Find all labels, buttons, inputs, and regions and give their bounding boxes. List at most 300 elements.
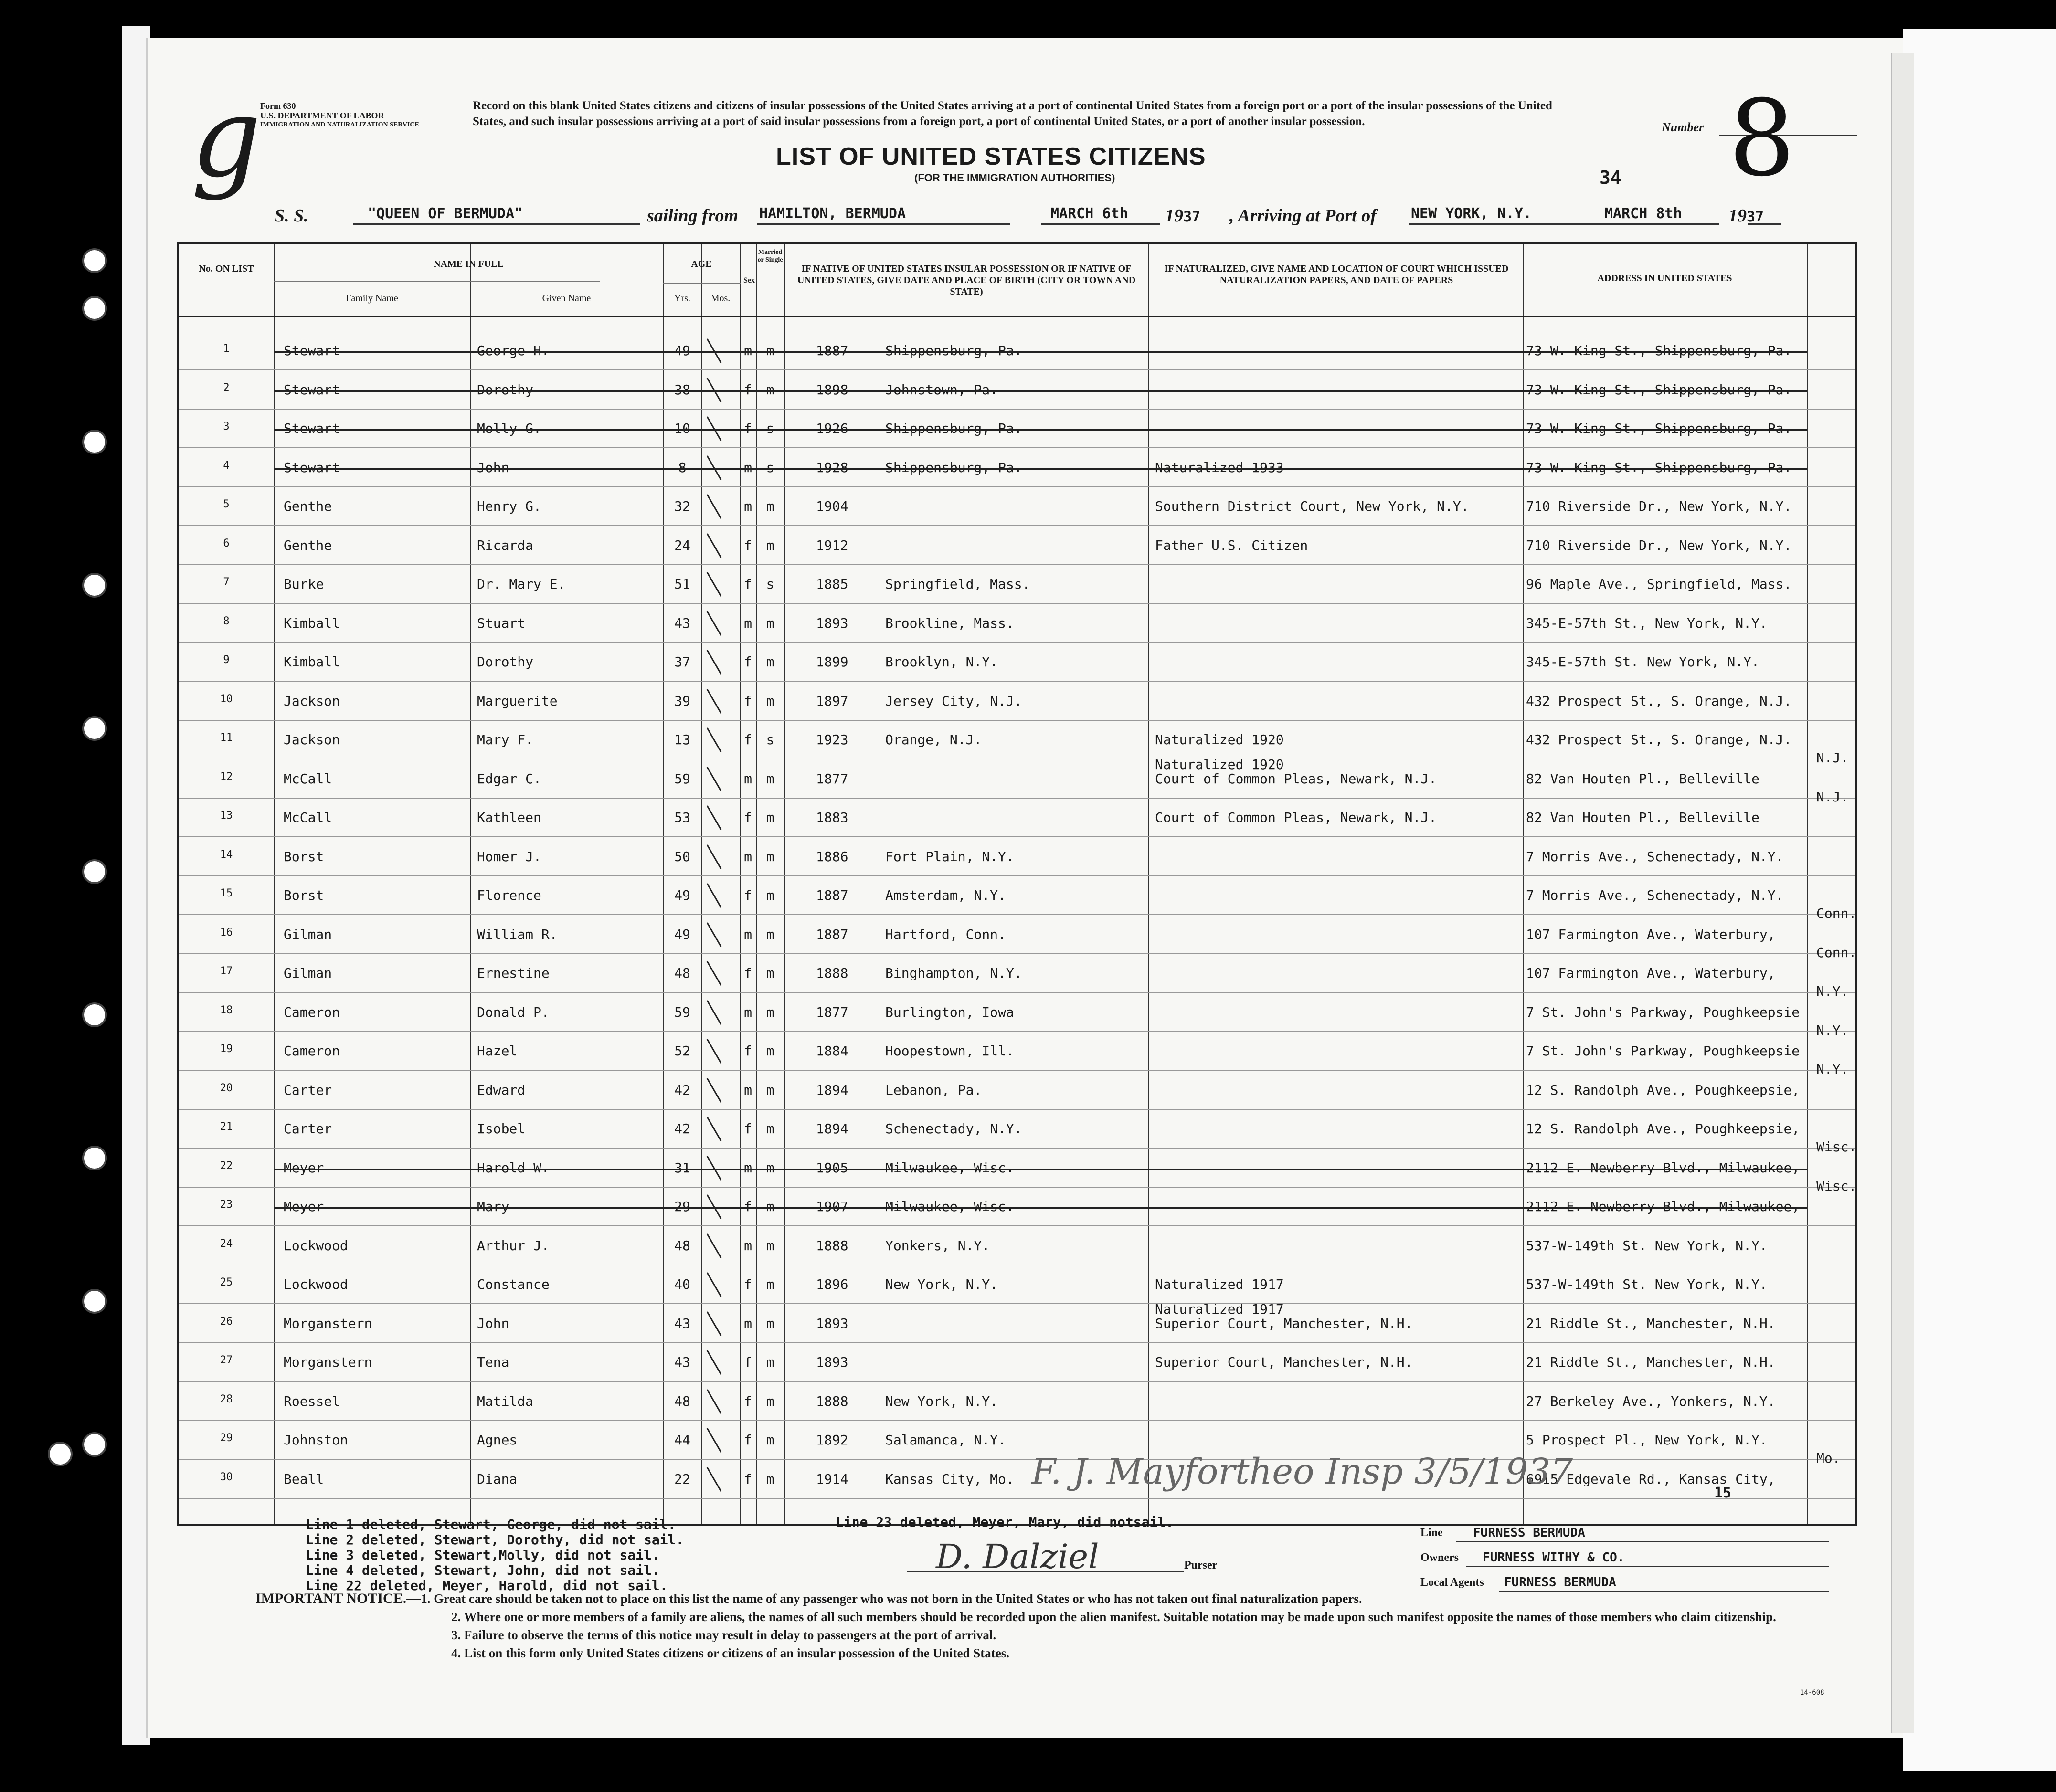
cell-addr-overflow: Conn. bbox=[1816, 944, 1857, 960]
cell-addr-overflow: N.J. bbox=[1816, 789, 1849, 805]
form-dept: U.S. DEPARTMENT OF LABOR bbox=[260, 111, 384, 120]
cell-sex: m bbox=[744, 770, 752, 787]
row-rule bbox=[179, 836, 1855, 837]
row-rule bbox=[179, 953, 1855, 954]
cell-age: 53 bbox=[674, 810, 690, 825]
cell-addr: 5 Prospect Pl., New York, N.Y. bbox=[1526, 1432, 1768, 1448]
cell-age: 49 bbox=[674, 926, 690, 942]
cell-no: 17 bbox=[220, 965, 233, 977]
check-mark bbox=[707, 494, 722, 519]
cell-year: 1893 bbox=[816, 615, 848, 631]
cell-no: 14 bbox=[220, 848, 233, 861]
notice-item: 1. Great care should be taken not to place on this list the name of any passenger who was not born in the United States or who has not taken out final naturalization papers. bbox=[421, 1592, 1362, 1606]
cell-addr-overflow: Wisc. bbox=[1816, 1178, 1857, 1194]
cell-ms: m bbox=[766, 887, 774, 903]
check-mark bbox=[707, 1272, 722, 1297]
purser-label: Purser bbox=[1184, 1559, 1218, 1571]
cell-place: Lebanon, Pa. bbox=[885, 1082, 982, 1098]
header-yrs: Yrs. bbox=[674, 293, 690, 304]
count-15: 15 bbox=[1714, 1485, 1732, 1501]
cell-nat: Court of Common Pleas, Newark, N.J. bbox=[1155, 770, 1437, 787]
cell-nat: Naturalized 1920 bbox=[1155, 732, 1284, 748]
cell-sex: f bbox=[744, 1432, 752, 1448]
cell-family: Gilman bbox=[284, 965, 332, 981]
row-rule bbox=[179, 1498, 1855, 1499]
cell-sex: m bbox=[744, 1160, 752, 1176]
cell-sex: f bbox=[744, 537, 752, 553]
cell-addr-overflow: Wisc. bbox=[1816, 1139, 1857, 1155]
cell-given: Mary bbox=[477, 1199, 509, 1214]
strike-through bbox=[274, 390, 1807, 392]
cell-ms: m bbox=[766, 1276, 774, 1292]
year-2: 1937 bbox=[1728, 206, 1764, 226]
handwritten-mark: g bbox=[191, 74, 262, 202]
cell-ms: m bbox=[766, 1315, 774, 1331]
underline bbox=[1041, 223, 1160, 225]
cell-family: Morganstern bbox=[284, 1315, 372, 1331]
cell-sex: f bbox=[744, 810, 752, 825]
check-mark bbox=[707, 1039, 722, 1064]
check-mark bbox=[707, 650, 722, 675]
cell-ms: m bbox=[766, 615, 774, 631]
cell-addr: 21 Riddle St., Manchester, N.H. bbox=[1526, 1354, 1776, 1370]
cell-addr: 537-W-149th St. New York, N.Y. bbox=[1526, 1276, 1768, 1292]
cell-year: 1896 bbox=[816, 1276, 848, 1292]
cell-sex: m bbox=[744, 1315, 752, 1331]
check-mark bbox=[707, 338, 722, 363]
cell-age: 10 bbox=[674, 421, 690, 436]
cell-year: 1897 bbox=[816, 693, 848, 709]
row-rule bbox=[179, 1459, 1855, 1460]
cell-addr: 7 St. John's Parkway, Poughkeepsie bbox=[1526, 1004, 1800, 1020]
row-rule bbox=[179, 798, 1855, 799]
cell-age: 42 bbox=[674, 1121, 690, 1137]
cell-nat: Superior Court, Manchester, N.H. bbox=[1155, 1354, 1413, 1370]
cell-addr: 710 Riverside Dr., New York, N.Y. bbox=[1526, 498, 1792, 514]
cell-place: Shippensburg, Pa. bbox=[885, 421, 1022, 436]
ship-name: "QUEEN OF BERMUDA" bbox=[368, 205, 523, 222]
cell-given: John bbox=[477, 459, 509, 475]
cell-no: 16 bbox=[220, 926, 233, 938]
check-mark bbox=[707, 455, 722, 480]
check-mark bbox=[707, 1117, 722, 1141]
cell-ms: m bbox=[766, 537, 774, 553]
binder-hole bbox=[82, 296, 107, 321]
cell-year: 1884 bbox=[816, 1043, 848, 1059]
cell-given: Constance bbox=[477, 1276, 550, 1292]
line-label: Line bbox=[1420, 1527, 1443, 1539]
page-subtitle: (FOR THE IMMIGRATION AUTHORITIES) bbox=[914, 172, 1115, 184]
row-rule bbox=[179, 681, 1855, 682]
cell-year: 1923 bbox=[816, 732, 848, 748]
cell-given: Edgar C. bbox=[477, 770, 541, 787]
check-mark bbox=[707, 1311, 722, 1336]
cell-family: Beall bbox=[284, 1471, 324, 1487]
cell-sex: m bbox=[744, 1004, 752, 1020]
cell-sex: m bbox=[744, 926, 752, 942]
header-no: No. ON LIST bbox=[199, 264, 254, 274]
purser-line bbox=[907, 1571, 1184, 1572]
header-age: AGE bbox=[691, 259, 712, 269]
cell-addr-overflow: N.J. bbox=[1816, 750, 1849, 766]
sailing-from: HAMILTON, BERMUDA bbox=[759, 205, 906, 222]
cell-ms: m bbox=[766, 1393, 774, 1409]
cell-ms: m bbox=[766, 1199, 774, 1214]
cell-addr: 27 Berkeley Ave., Yonkers, N.Y. bbox=[1526, 1393, 1776, 1409]
cell-age: 49 bbox=[674, 887, 690, 903]
cell-family: Borst bbox=[284, 887, 324, 903]
cell-family: Jackson bbox=[284, 732, 340, 748]
cell-no: 24 bbox=[220, 1237, 233, 1250]
row-rule bbox=[179, 992, 1855, 993]
cell-addr: 537-W-149th St. New York, N.Y. bbox=[1526, 1237, 1768, 1254]
cell-year: 1883 bbox=[816, 810, 848, 825]
cell-sex: m bbox=[744, 459, 752, 475]
cell-sex: f bbox=[744, 732, 752, 748]
cell-year: 1893 bbox=[816, 1354, 848, 1370]
cell-family: Lockwood bbox=[284, 1276, 348, 1292]
number-label: Number bbox=[1662, 120, 1704, 134]
cell-place: Kansas City, Mo. bbox=[885, 1471, 1014, 1487]
cell-sex: f bbox=[744, 1354, 752, 1370]
cell-given: Diana bbox=[477, 1471, 518, 1487]
cell-place: Hoopestown, Ill. bbox=[885, 1043, 1014, 1059]
cell-sex: f bbox=[744, 965, 752, 981]
arrival-port: NEW YORK, N.Y. bbox=[1411, 205, 1532, 222]
cell-sex: m bbox=[744, 615, 752, 631]
binder-hole bbox=[82, 1289, 107, 1314]
cell-ms: m bbox=[766, 498, 774, 514]
cell-nat: Naturalized 1917 bbox=[1155, 1276, 1284, 1292]
cell-place: Burlington, Iowa bbox=[885, 1004, 1014, 1020]
cell-no: 10 bbox=[220, 693, 233, 705]
cell-nat-extra: Naturalized 1920 bbox=[1155, 756, 1284, 772]
check-mark bbox=[707, 1233, 722, 1258]
row-rule bbox=[179, 1148, 1855, 1149]
cell-no: 7 bbox=[223, 576, 230, 588]
ss-label: S. S. bbox=[275, 206, 308, 226]
row-rule bbox=[179, 1109, 1855, 1110]
header-birth: IF NATIVE OF UNITED STATES INSULAR POSSESSION OR IF NATIVE OF UNITED STATES, GIVE DATE AND PLACE OF BIRTH (CITY OR TOWN AND STATE) bbox=[797, 264, 1136, 297]
check-mark bbox=[707, 1156, 722, 1181]
cell-given: Isobel bbox=[477, 1121, 526, 1137]
cell-given: Homer J. bbox=[477, 848, 541, 864]
cell-place: Johnstown, Pa. bbox=[885, 381, 998, 398]
cell-age: 29 bbox=[674, 1199, 690, 1214]
check-mark bbox=[707, 883, 722, 908]
cell-age: 48 bbox=[674, 1393, 690, 1409]
cell-nat: Naturalized 1933 bbox=[1155, 459, 1284, 475]
cell-ms: s bbox=[766, 732, 774, 748]
check-mark bbox=[707, 844, 722, 869]
cell-age: 38 bbox=[674, 381, 690, 398]
deleted-line-23: Line 23 deleted, Meyer, Mary, did notsail. bbox=[836, 1514, 1174, 1530]
binder-hole bbox=[48, 1442, 73, 1466]
cell-sex: f bbox=[744, 1121, 752, 1137]
cell-no: 2 bbox=[223, 381, 230, 394]
cell-given: Donald P. bbox=[477, 1004, 550, 1020]
cell-sex: m bbox=[744, 498, 752, 514]
cell-age: 24 bbox=[674, 537, 690, 553]
cell-family: Johnston bbox=[284, 1432, 348, 1448]
cell-ms: m bbox=[766, 654, 774, 670]
cell-addr-overflow: Conn. bbox=[1816, 906, 1857, 921]
cell-age: 13 bbox=[674, 732, 690, 748]
cell-year: 1914 bbox=[816, 1471, 848, 1487]
row-rule bbox=[179, 447, 1855, 448]
row-rule bbox=[179, 486, 1855, 487]
page-fold bbox=[1891, 53, 1914, 1733]
cell-age: 39 bbox=[674, 693, 690, 709]
cell-age: 31 bbox=[674, 1160, 690, 1176]
notice-item: 2. Where one or more members of a family are aliens, the names of all such members should be recorded upon the alien manifest. Suitable notation may be made upon such manifest opposite the names of those members who claim citizenship. bbox=[451, 1610, 1776, 1624]
header-naturalized: IF NATURALIZED, GIVE NAME AND LOCATION OF COURT WHICH ISSUED NATURALIZATION PAPERS, AND DATE OF PAPERS bbox=[1164, 264, 1509, 285]
cell-sex: f bbox=[744, 576, 752, 592]
cell-place: Salamanca, N.Y. bbox=[885, 1432, 1006, 1448]
cell-year: 1887 bbox=[816, 926, 848, 942]
cell-ms: m bbox=[766, 1432, 774, 1448]
cell-addr-overflow: Mo. bbox=[1816, 1450, 1841, 1466]
cell-addr: 107 Farmington Ave., Waterbury, bbox=[1526, 965, 1776, 981]
cell-family: Roessel bbox=[284, 1393, 340, 1409]
cell-family: Jackson bbox=[284, 693, 340, 709]
header-name: NAME IN FULL bbox=[434, 259, 504, 269]
page-title: LIST OF UNITED STATES CITIZENS bbox=[776, 143, 1206, 170]
cell-ms: m bbox=[766, 693, 774, 709]
cell-ms: m bbox=[766, 1043, 774, 1059]
cell-age: 49 bbox=[674, 343, 690, 358]
cell-year: 1907 bbox=[816, 1199, 848, 1214]
cell-year: 1877 bbox=[816, 770, 848, 787]
row-rule bbox=[179, 1031, 1855, 1032]
cell-no: 19 bbox=[220, 1043, 233, 1055]
check-mark bbox=[707, 1078, 722, 1103]
cell-no: 4 bbox=[223, 459, 230, 472]
check-mark bbox=[707, 533, 722, 558]
cell-year: 1894 bbox=[816, 1121, 848, 1137]
cell-family: Cameron bbox=[284, 1043, 340, 1059]
row-rule bbox=[179, 875, 1855, 876]
cell-given: Florence bbox=[477, 887, 541, 903]
strike-through bbox=[274, 468, 1807, 470]
cell-no: 8 bbox=[223, 615, 230, 627]
cell-age: 59 bbox=[674, 1004, 690, 1020]
check-mark bbox=[707, 1389, 722, 1414]
notice-head: IMPORTANT NOTICE.— bbox=[255, 1591, 421, 1606]
cell-place: New York, N.Y. bbox=[885, 1276, 998, 1292]
cell-age: 48 bbox=[674, 965, 690, 981]
check-mark bbox=[707, 378, 722, 402]
cell-year: 1926 bbox=[816, 421, 848, 436]
cell-given: Henry G. bbox=[477, 498, 541, 514]
cell-place: Orange, N.J. bbox=[885, 732, 982, 748]
check-mark bbox=[707, 727, 722, 752]
check-mark bbox=[707, 416, 722, 441]
cell-ms: s bbox=[766, 421, 774, 436]
cell-age: 43 bbox=[674, 1315, 690, 1331]
cell-addr-overflow: N.Y. bbox=[1816, 1061, 1849, 1077]
cell-addr: 12 S. Randolph Ave., Poughkeepsie, bbox=[1526, 1121, 1800, 1137]
underline bbox=[1456, 1541, 1829, 1542]
cell-ms: m bbox=[766, 1471, 774, 1487]
cell-no: 27 bbox=[220, 1354, 233, 1366]
deleted-line: Line 4 deleted, Stewart, John, did not sail. bbox=[306, 1562, 660, 1578]
cell-year: 1892 bbox=[816, 1432, 848, 1448]
cell-ms: m bbox=[766, 1354, 774, 1370]
binder-hole bbox=[82, 1002, 107, 1027]
cell-place: Milwaukee, Wisc. bbox=[885, 1199, 1014, 1214]
cell-ms: m bbox=[766, 965, 774, 981]
cell-nat: Southern District Court, New York, N.Y. bbox=[1155, 498, 1469, 514]
form-service: IMMIGRATION AND NATURALIZATION SERVICE bbox=[260, 121, 419, 128]
cell-sex: f bbox=[744, 1393, 752, 1409]
binder-hole bbox=[82, 859, 107, 884]
cell-no: 5 bbox=[223, 498, 230, 510]
cell-age: 43 bbox=[674, 615, 690, 631]
cell-ms: m bbox=[766, 810, 774, 825]
row-rule bbox=[179, 1381, 1855, 1382]
cell-addr: 73 W. King St., Shippensburg, Pa. bbox=[1526, 381, 1792, 398]
binder-hole bbox=[82, 716, 107, 741]
header-sex: Sex bbox=[743, 276, 755, 285]
check-mark bbox=[707, 922, 722, 947]
year-1: 1937 bbox=[1165, 206, 1201, 226]
cell-age: 32 bbox=[674, 498, 690, 514]
header-given: Given Name bbox=[542, 293, 591, 304]
cell-given: Dr. Mary E. bbox=[477, 576, 566, 592]
deleted-line: Line 22 deleted, Meyer, Harold, did not sail. bbox=[306, 1578, 668, 1593]
cell-addr-overflow: N.Y. bbox=[1816, 983, 1849, 999]
strike-through bbox=[274, 429, 1807, 431]
cell-family: Lockwood bbox=[284, 1237, 348, 1254]
cell-given: Molly G. bbox=[477, 421, 541, 436]
cell-no: 9 bbox=[223, 654, 230, 666]
cell-age: 51 bbox=[674, 576, 690, 592]
check-mark bbox=[707, 611, 722, 636]
cell-place: Hartford, Conn. bbox=[885, 926, 1006, 942]
line-value: FURNESS BERMUDA bbox=[1473, 1526, 1585, 1540]
important-notice bbox=[255, 1590, 1831, 1662]
check-mark bbox=[707, 1194, 722, 1219]
cell-addr: 2112 E. Newberry Blvd., Milwaukee, bbox=[1526, 1160, 1800, 1176]
cell-year: 1887 bbox=[816, 887, 848, 903]
cell-ms: m bbox=[766, 343, 774, 358]
next-page-strip bbox=[1903, 29, 2056, 1771]
cell-given: George H. bbox=[477, 343, 550, 358]
cell-family: Meyer bbox=[284, 1199, 324, 1214]
sailing-label: sailing from bbox=[647, 206, 739, 226]
cell-given: Agnes bbox=[477, 1432, 518, 1448]
cell-no: 13 bbox=[220, 810, 233, 822]
cell-addr: 345-E-57th St. New York, N.Y. bbox=[1526, 654, 1759, 670]
cell-no: 29 bbox=[220, 1432, 233, 1444]
strike-through bbox=[274, 351, 1807, 353]
cell-no: 21 bbox=[220, 1121, 233, 1133]
sailing-date: MARCH 6th bbox=[1050, 205, 1128, 222]
row-rule bbox=[179, 564, 1855, 565]
cell-given: Ricarda bbox=[477, 537, 534, 553]
cell-ms: m bbox=[766, 848, 774, 864]
cell-year: 1877 bbox=[816, 1004, 848, 1020]
cell-given: Dorothy bbox=[477, 381, 534, 398]
cell-family: Stewart bbox=[284, 381, 340, 398]
cell-family: Genthe bbox=[284, 498, 332, 514]
cell-nat: Court of Common Pleas, Newark, N.J. bbox=[1155, 810, 1437, 825]
cell-sex: f bbox=[744, 1276, 752, 1292]
cell-given: Kathleen bbox=[477, 810, 541, 825]
cell-age: 59 bbox=[674, 770, 690, 787]
cell-sex: f bbox=[744, 381, 752, 398]
cell-ms: m bbox=[766, 1004, 774, 1020]
header-mos: Mos. bbox=[710, 293, 731, 304]
cell-age: 44 bbox=[674, 1432, 690, 1448]
check-mark bbox=[707, 1000, 722, 1025]
cell-age: 37 bbox=[674, 654, 690, 670]
cell-given: Harold W. bbox=[477, 1160, 550, 1176]
cell-year: 1912 bbox=[816, 537, 848, 553]
binder-hole bbox=[82, 1432, 107, 1457]
cell-year: 1894 bbox=[816, 1082, 848, 1098]
row-rule bbox=[179, 914, 1855, 915]
form-number: Form 630 bbox=[260, 101, 296, 111]
cell-place: New York, N.Y. bbox=[885, 1393, 998, 1409]
cell-no: 1 bbox=[223, 343, 230, 355]
row-rule bbox=[179, 1303, 1855, 1304]
row-rule bbox=[179, 603, 1855, 604]
manifest-table bbox=[177, 242, 1857, 1526]
cell-given: Marguerite bbox=[477, 693, 558, 709]
cell-given: Edward bbox=[477, 1082, 526, 1098]
row-rule bbox=[179, 642, 1855, 643]
cell-age: 48 bbox=[674, 1237, 690, 1254]
cell-place: Milwaukee, Wisc. bbox=[885, 1160, 1014, 1176]
inspector-signature: F. J. Mayfortheo Insp 3/5/1937 bbox=[1031, 1451, 1573, 1492]
row-rule bbox=[179, 720, 1855, 721]
cell-year: 1885 bbox=[816, 576, 848, 592]
row-rule bbox=[179, 1070, 1855, 1071]
cell-age: 50 bbox=[674, 848, 690, 864]
cell-addr: 73 W. King St., Shippensburg, Pa. bbox=[1526, 459, 1792, 475]
cell-age: 52 bbox=[674, 1043, 690, 1059]
cell-sex: f bbox=[744, 887, 752, 903]
cell-no: 23 bbox=[220, 1199, 233, 1211]
cell-given: William R. bbox=[477, 926, 558, 942]
cell-no: 3 bbox=[223, 421, 230, 432]
cell-sex: m bbox=[744, 848, 752, 864]
binder-hole bbox=[82, 430, 107, 454]
row-rule bbox=[179, 1225, 1855, 1226]
cell-ms: m bbox=[766, 381, 774, 398]
cell-addr: 7 St. John's Parkway, Poughkeepsie bbox=[1526, 1043, 1800, 1059]
handwritten-34: 34 bbox=[1600, 167, 1621, 188]
check-mark bbox=[707, 767, 722, 791]
cell-given: John bbox=[477, 1315, 509, 1331]
cell-given: Tena bbox=[477, 1354, 509, 1370]
cell-given: Ernestine bbox=[477, 965, 550, 981]
cell-no: 6 bbox=[223, 537, 230, 549]
header-address: ADDRESS IN UNITED STATES bbox=[1597, 273, 1732, 284]
cell-sex: m bbox=[744, 1237, 752, 1254]
binder-hole bbox=[82, 573, 107, 598]
cell-family: Carter bbox=[284, 1082, 332, 1098]
cell-nat-extra: Naturalized 1917 bbox=[1155, 1301, 1284, 1317]
cell-sex: f bbox=[744, 654, 752, 670]
cell-year: 1904 bbox=[816, 498, 848, 514]
cell-addr: 73 W. King St., Shippensburg, Pa. bbox=[1526, 421, 1792, 436]
cell-nat: Father U.S. Citizen bbox=[1155, 537, 1308, 553]
cell-place: Brookline, Mass. bbox=[885, 615, 1014, 631]
cell-sex: f bbox=[744, 1043, 752, 1059]
